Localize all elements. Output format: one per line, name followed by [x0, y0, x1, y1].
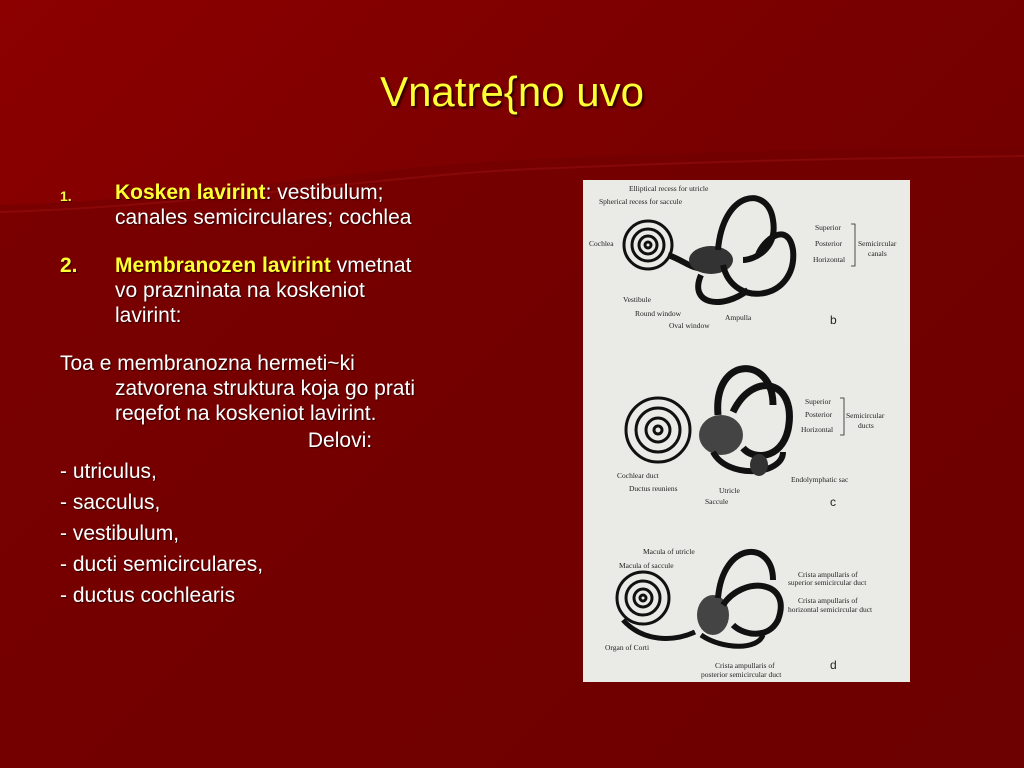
part-item: - sacculus,: [60, 491, 161, 514]
label-round-window: Round window: [635, 309, 682, 318]
list-item-1: [60, 180, 500, 230]
item-text: : vestibulum;: [265, 181, 384, 204]
label-spherical-recess: Spherical recess for saccule: [599, 197, 683, 206]
label-superior: Superior: [805, 397, 831, 406]
label-ampulla: Ampulla: [725, 313, 752, 322]
label-crista-superior: superior semicircular duct: [788, 578, 867, 587]
label-group: Semicircular: [858, 239, 897, 248]
panel-letter: c: [830, 495, 836, 509]
label-horizontal: Horizontal: [801, 425, 834, 434]
label-group: Semicircular: [846, 411, 885, 420]
item-heading: Membranozen lavirint: [115, 254, 331, 277]
part-item: - vestibulum,: [60, 522, 180, 545]
label-crista-horizontal: Crista ampullaris of: [798, 596, 858, 605]
item-text: canales semicirculares; cochlea: [115, 206, 412, 229]
item-text: vo prazninata na koskeniot: [115, 279, 365, 302]
label-organ-of-corti: Organ of Corti: [605, 643, 650, 652]
parts-heading: Delovi:: [307, 429, 373, 452]
text-body: [60, 180, 500, 614]
label-crista-superior: Crista ampullaris of: [798, 570, 858, 579]
paragraph-line: reqefot na koskeniot lavirint.: [115, 402, 377, 425]
part-item: - ducti semicirculares,: [60, 553, 264, 576]
slide-title: Vnatre{no uvo: [380, 68, 644, 115]
label-crista-posterior: posterior semicircular duct: [701, 670, 782, 679]
label-crista-horizontal: horizontal semicircular duct: [788, 605, 873, 614]
label-saccule: Saccule: [705, 497, 729, 506]
item-text: lavirint:: [115, 304, 182, 327]
label-utricle: Utricle: [719, 486, 740, 495]
item-heading: Kosken lavirint: [115, 181, 266, 204]
label-cochlea: Cochlea: [589, 239, 614, 248]
label-ductus-reuniens: Ductus reuniens: [629, 484, 678, 493]
panel-c: [617, 369, 885, 509]
inner-ear-figure: [583, 180, 910, 682]
part-item: - utriculus,: [60, 460, 157, 483]
panel-d: [605, 547, 873, 679]
paragraph-line: zatvorena struktura koja go prati: [115, 377, 415, 400]
panel-b: [589, 184, 897, 330]
label-group: canals: [868, 249, 887, 258]
label-macula-saccule: Macula of saccule: [619, 561, 674, 570]
label-vestibule: Vestibule: [623, 295, 651, 304]
panel-letter: b: [830, 313, 837, 327]
item-number: 1.: [60, 188, 72, 204]
label-crista-posterior: Crista ampullaris of: [715, 661, 775, 670]
item-number: 2.: [60, 254, 78, 277]
label-elliptical-recess: Elliptical recess for utricle: [629, 184, 709, 193]
paragraph-line: Toa e membranozna hermeti~ki: [60, 352, 355, 375]
description-paragraph: [60, 351, 500, 426]
list-item-2: [60, 253, 500, 328]
label-endolymphatic-sac: Endolymphatic sac: [791, 475, 849, 484]
label-superior: Superior: [815, 223, 841, 232]
label-horizontal: Horizontal: [813, 255, 846, 264]
label-posterior: Posterior: [815, 239, 843, 248]
label-cochlear-duct: Cochlear duct: [617, 471, 659, 480]
part-item: - ductus cochlearis: [60, 584, 236, 607]
label-oval-window: Oval window: [669, 321, 710, 330]
label-macula-utricle: Macula of utricle: [643, 547, 695, 556]
panel-letter: d: [830, 658, 837, 672]
item-text: vmetnat: [330, 254, 412, 277]
label-posterior: Posterior: [805, 410, 833, 419]
label-group: ducts: [858, 421, 874, 430]
